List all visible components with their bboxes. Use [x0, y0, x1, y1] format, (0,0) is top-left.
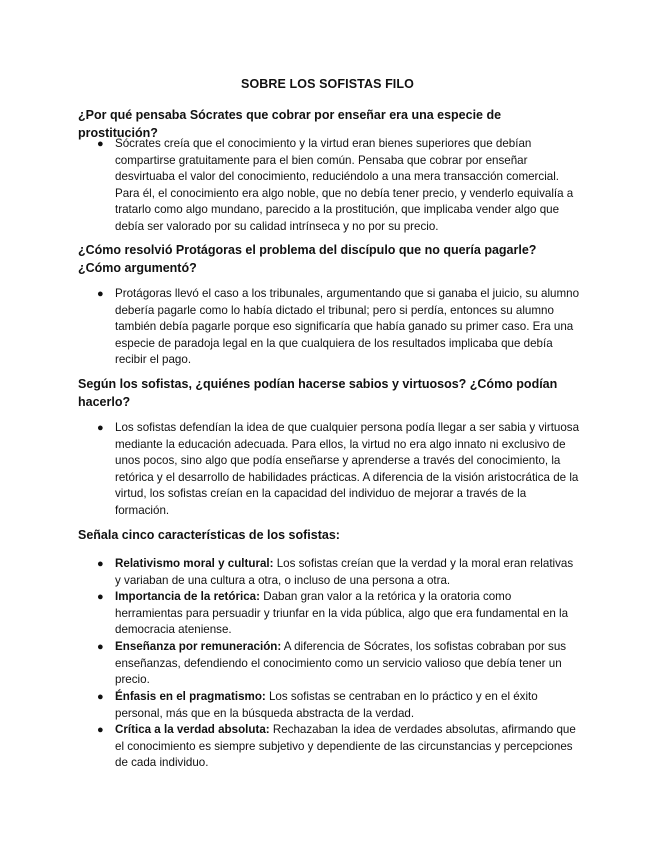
characteristic-term: Crítica a la verdad absoluta: — [115, 723, 270, 736]
bullet-icon: ● — [97, 288, 104, 300]
bullet-icon: ● — [97, 591, 104, 603]
characteristic-item-5 — [115, 722, 580, 772]
characteristic-item-1 — [115, 556, 580, 589]
question-2: ¿Cómo resolvió Protágoras el problema del discípulo que no quería pagarle? ¿Cómo argumentó? — [78, 243, 537, 275]
characteristic-term: Relativismo moral y cultural: — [115, 557, 274, 570]
characteristic-text: Rechazaban la idea de verdades absolutas, afirmando que el conocimiento es siempre subjetivo y dependiente de las circunstancias y percepciones de cada individuo. — [115, 723, 576, 770]
answer-3: Los sofistas defendían la idea de que cualquier persona podía llegar a ser sabia y virtuosa mediante la educación adecuada. Para ellos, la virtud no era algo innato ni exclusivo de unos pocos, sino algo que podía enseñarse y aprenderse a través del conocimiento, la retórica y el desarrollo de habilidades prácticas. A diferencia de la visión aristocrática de la virtud, los sofistas creían en la capacidad del individuo de mejorar a través de la formación. — [115, 421, 580, 517]
characteristic-term: Enseñanza por remuneración: — [115, 640, 282, 653]
question-3: Según los sofistas, ¿quiénes podían hacerse sabios y virtuosos? ¿Cómo podían hacerlo? — [78, 377, 558, 409]
characteristic-term: Importancia de la retórica: — [115, 590, 260, 603]
question-4: Señala cinco características de los sofistas: — [78, 528, 340, 542]
bullet-icon: ● — [97, 138, 104, 150]
bullet-icon: ● — [97, 422, 104, 434]
characteristic-item-2 — [115, 589, 580, 639]
characteristic-text: Daban gran valor a la retórica y la oratoria como herramientas para persuadir y triunfar en la vida pública, algo que era fundamental en la democracia ateniense. — [115, 590, 569, 637]
document-title: SOBRE LOS SOFISTAS FILO — [241, 77, 414, 91]
bullet-icon: ● — [97, 724, 104, 736]
bullet-icon: ● — [97, 558, 104, 570]
answer-2: Protágoras llevó el caso a los tribunales, argumentando que si ganaba el juicio, su alumno debería pagarle como lo había dictado el tribunal; pero si perdía, entonces su alumno también debía pagarle porque eso significaría que había ganado su primer caso. Era una especie de paradoja legal en la que cualquiera de los resultados implicaba que debía recibir el pago. — [115, 287, 580, 367]
characteristic-text: Los sofistas se centraban en lo práctico y en el éxito personal, más que en la búsqueda abstracta de la verdad. — [115, 690, 538, 720]
characteristic-item-4 — [115, 689, 580, 722]
answer-1: Sócrates creía que el conocimiento y la virtud eran bienes superiores que debían compartirse gratuitamente para el bien común. Pensaba que cobrar por enseñar desvirtuaba el valor del conocimiento, reduciéndolo a una mera transacción comercial. Para él, el conocimiento era algo noble, que no debía tener precio, y venderlo equivalía a tratarlo como algo mundano, parecido a la prostitución, que implicaba vender algo que debía ser valorado por su calidad intrínseca y no por su precio. — [115, 137, 574, 233]
characteristic-text: A diferencia de Sócrates, los sofistas cobraban por sus enseñanzas, defendiendo el conocimiento como un servicio valioso que debía tener un precio. — [115, 640, 567, 687]
bullet-icon: ● — [97, 691, 104, 703]
question-1: ¿Por qué pensaba Sócrates que cobrar por enseñar era una especie de prostitución? — [78, 108, 502, 140]
characteristic-term: Énfasis en el pragmatismo: — [115, 690, 266, 703]
bullet-icon: ● — [97, 641, 104, 653]
characteristic-text: Los sofistas creían que la verdad y la moral eran relativas y variaban de una cultura a otra, o incluso de una persona a otra. — [115, 557, 574, 587]
characteristic-item-3 — [115, 639, 580, 689]
